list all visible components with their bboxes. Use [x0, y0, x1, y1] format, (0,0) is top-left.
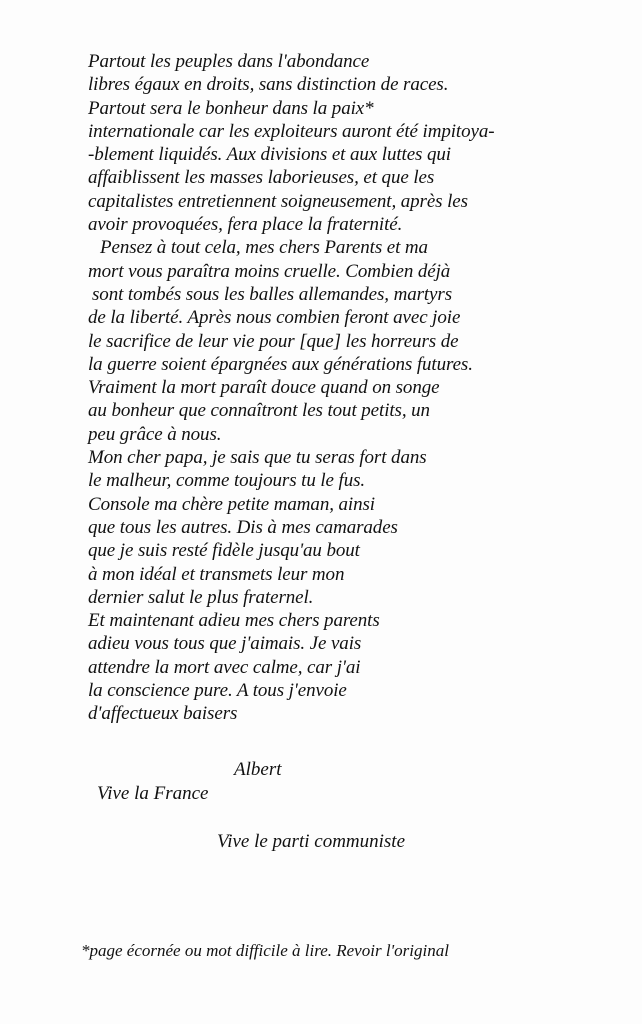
signature-name: Albert	[234, 759, 282, 780]
letter-line: que tous les autres. Dis à mes camarades	[88, 516, 398, 538]
letter-line: Partout les peuples dans l'abondance	[88, 51, 370, 72]
letter-line: capitalistes entretiennent soigneusement, après les	[88, 190, 468, 212]
letter-line: la conscience pure. A tous j'envoie	[88, 680, 347, 702]
letter-line: Mon cher papa, je sais que tu seras fort dans	[88, 447, 427, 469]
letter-line: dernier salut le plus fraternel.	[88, 586, 314, 608]
letter-line: Partout sera le bonheur dans la paix*	[88, 97, 374, 119]
letter-line: à mon idéal et transmets leur mon	[88, 563, 345, 585]
closing-vive-le-parti: Vive le parti communiste	[217, 831, 406, 852]
letter-line: peu grâce à nous.	[88, 423, 222, 445]
letter-body	[88, 50, 628, 726]
footnote: *page écornée ou mot difficile à lire. Revoir l'original	[81, 941, 449, 960]
letter-line: le sacrifice de leur vie pour [que] les horreurs de	[88, 330, 459, 352]
letter-line: libres égaux en droits, sans distinction de races.	[88, 74, 449, 96]
letter-line: internationale car les exploiteurs auront été impitoya-	[88, 120, 495, 142]
letter-line: de la liberté. Après nous combien feront avec joie	[88, 307, 461, 329]
letter-line: attendre la mort avec calme, car j'ai	[88, 656, 361, 678]
letter-line: Et maintenant adieu mes chers parents	[88, 610, 380, 632]
letter-line: Pensez à tout cela, mes chers Parents et ma	[100, 237, 428, 259]
letter-line: Console ma chère petite maman, ainsi	[88, 493, 375, 515]
letter-line: sont tombés sous les balles allemandes, martyrs	[92, 283, 452, 305]
letter-line: le malheur, comme toujours tu le fus.	[88, 470, 366, 492]
closing-vive-la-france: Vive la France	[97, 783, 209, 804]
letter-line: adieu vous tous que j'aimais. Je vais	[88, 633, 362, 655]
letter-line: avoir provoquées, fera place la fraternité.	[88, 214, 403, 236]
letter-line: la guerre soient épargnées aux générations futures.	[88, 353, 473, 375]
letter-line: d'affectueux baisers	[88, 703, 238, 725]
letter-line: au bonheur que connaîtront les tout petits, un	[88, 400, 430, 422]
letter-line: affaiblissent les masses laborieuses, et que les	[88, 167, 435, 189]
letter-line: -blement liquidés. Aux divisions et aux luttes qui	[88, 144, 451, 166]
letter-line: que je suis resté fidèle jusqu'au bout	[88, 540, 360, 562]
letter-line: Vraiment la mort paraît douce quand on songe	[88, 377, 440, 399]
letter-line: mort vous paraîtra moins cruelle. Combien déjà	[88, 260, 451, 282]
